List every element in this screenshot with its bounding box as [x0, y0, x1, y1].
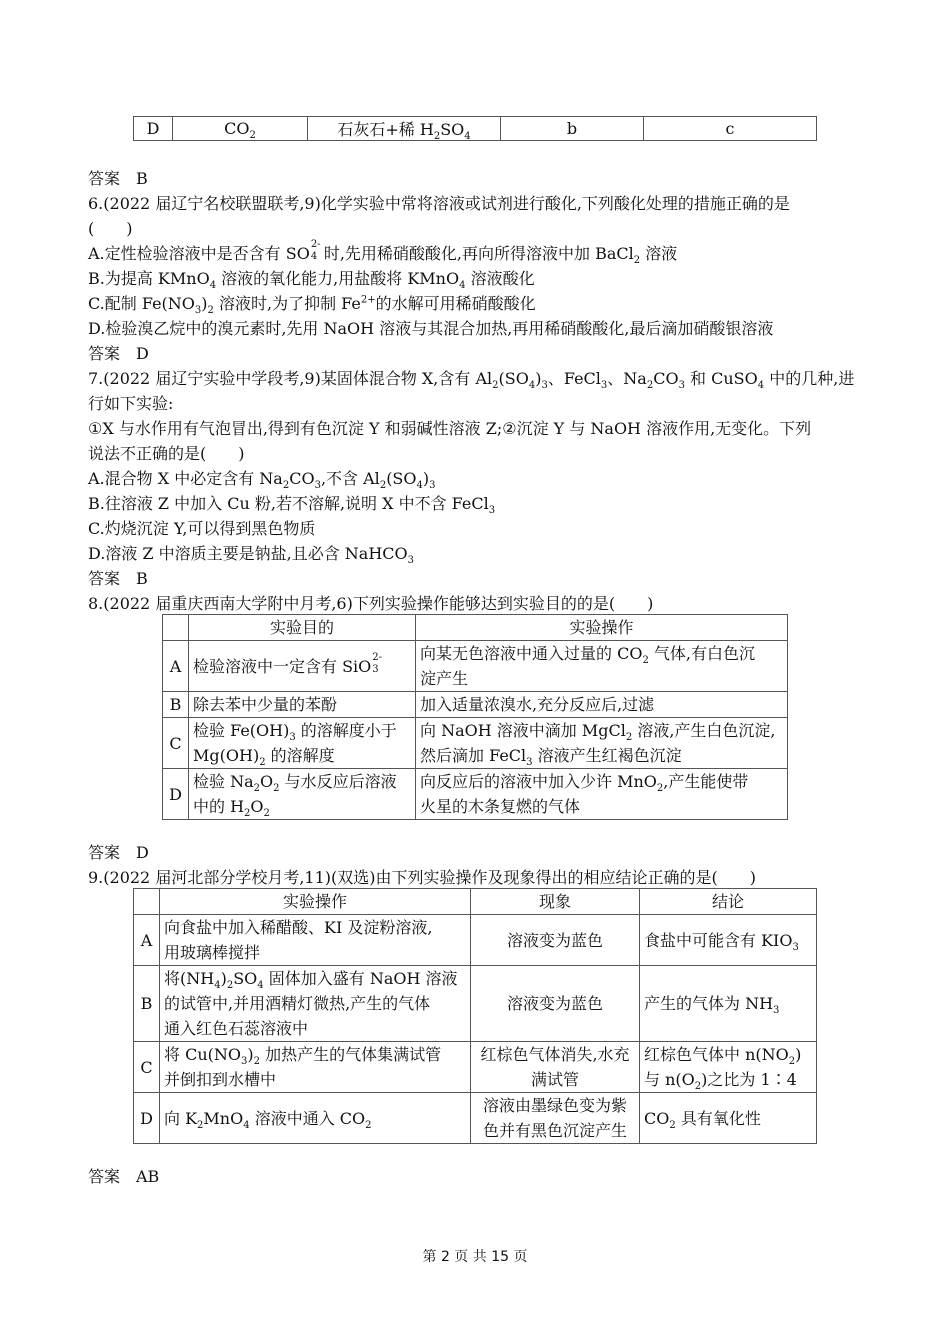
table-cell: $CO_2$ 具有氧化性	[640, 1093, 817, 1144]
table-cell: 将 $Cu(NO_3)_2$ 加热产生的气体集满试管 并倒扣到水槽中	[160, 1042, 471, 1093]
q6-paren: ( )	[88, 219, 133, 238]
table-row	[134, 1042, 817, 1093]
q9-stem: 9.(2022 届河北部分学校月考,11)(双选)由下列实验操作及现象得出的相应结论正确的是( )	[88, 868, 756, 887]
table-header-cell: 实验操作	[160, 889, 471, 915]
table-cell: $CO_2$	[173, 117, 308, 141]
q7-stem-line3: ①X 与水作用有气泡冒出,得到有色沉淀 Y 和弱碱性溶液 Z;②沉淀 Y 与 NaOH 溶液作用,无变化。下列	[88, 419, 812, 438]
q6-option-c: C.配制 $Fe(NO_3)_2$ 溶液时,为了抑制 $Fe^{2+}$的水解可用稀硝酸酸化	[88, 294, 536, 317]
q9-table	[133, 888, 817, 1144]
table-cell: 检验 $Na_2O_2$ 与水反应后溶液 中的 $H_2O_2$	[189, 769, 416, 820]
row-label: C	[163, 718, 189, 769]
table-cell: 溶液由墨绿色变为紫 色并有黑色沉淀产生	[471, 1093, 640, 1144]
table-header-cell	[134, 889, 160, 915]
row-label: A	[134, 915, 160, 966]
table-cell: 溶液变为蓝色	[471, 915, 640, 966]
table-cell: 检验 $Fe(OH)_3$ 的溶解度小于 $Mg(OH)_2$ 的溶解度	[189, 718, 416, 769]
q6-option-b: B.为提高 KMnO$_4$ 溶液的氧化能力,用盐酸将 KMnO$_4$ 溶液酸化	[88, 269, 535, 292]
q7-option-d: D.溶液 Z 中溶质主要是钠盐,且必含 NaHCO$_3$	[88, 544, 415, 567]
table-header-row	[163, 615, 788, 641]
table-header-cell: 实验操作	[416, 615, 788, 641]
table-row	[163, 718, 788, 769]
table-row	[163, 641, 788, 692]
page-footer: 第 2 页 共 15 页	[422, 1249, 528, 1265]
table-cell: 向反应后的溶液中加入少许 MnO$_2$,产生能使带 火星的木条复燃的气体	[416, 769, 788, 820]
row-label: B	[163, 692, 189, 718]
q7-option-c: C.灼烧沉淀 Y,可以得到黑色物质	[88, 519, 316, 538]
table-cell: 红棕色气体中 $n(NO_2)$ 与 $n(O_2)$之比为 1∶4	[640, 1042, 817, 1093]
table-cell: D	[134, 117, 173, 141]
q6-stem: 6.(2022 届辽宁名校联盟联考,9)化学实验中常将溶液或试剂进行酸化,下列酸化处理的措施正确的是	[88, 194, 790, 213]
table-cell: 食盐中可能含有 $KIO_3$	[640, 915, 817, 966]
table-cell: 溶液变为蓝色	[471, 966, 640, 1042]
table-header-cell: 现象	[471, 889, 640, 915]
q7-stem-line2: 行如下实验:	[88, 394, 174, 413]
answer-7: 答案 B	[88, 569, 148, 588]
table-cell: 向食盐中加入稀醋酸、KI 及淀粉溶液, 用玻璃棒搅拌	[160, 915, 471, 966]
row-label: D	[134, 1093, 160, 1144]
answer-5: 答案 B	[88, 169, 148, 188]
table-row	[163, 769, 788, 820]
table-row	[134, 117, 817, 141]
answer-9: 答案 AB	[88, 1167, 160, 1186]
table-cell: 产生的气体为 $NH_3$	[640, 966, 817, 1042]
row-label: D	[163, 769, 189, 820]
table-cell: 加入适量浓溴水,充分反应后,过滤	[416, 692, 788, 718]
answer-8: 答案 D	[88, 843, 149, 862]
table-header-cell: 结论	[640, 889, 817, 915]
q7-option-b: B.往溶液 Z 中加入 Cu 粉,若不溶解,说明 X 中不含 FeCl$_3$	[88, 494, 496, 517]
row-label: C	[134, 1042, 160, 1093]
table-header-cell: 实验目的	[189, 615, 416, 641]
table-cell: 向某无色溶液中通入过量的 $CO_2$ 气体,有白色沉 淀产生	[416, 641, 788, 692]
table-cell: 向 NaOH 溶液中滴加 MgCl$_2$ 溶液,产生白色沉淀, 然后滴加 FeCl$_3$ 溶液产生红褐色沉淀	[416, 718, 788, 769]
table-cell: 检验溶液中一定含有 SiO 2- 3	[189, 641, 416, 692]
table-cell: 石灰石+稀 $H_2SO_4$	[308, 117, 501, 141]
table-cell: 除去苯中少量的苯酚	[189, 692, 416, 718]
q8-stem: 8.(2022 届重庆西南大学附中月考,6)下列实验操作能够达到实验目的的是( )	[88, 594, 654, 613]
table-cell: c	[644, 117, 817, 141]
table-row	[134, 1093, 817, 1144]
table-header-row	[134, 889, 817, 915]
q6-option-a: A.定性检验溶液中是否含有 SO 2- 4 时,先用稀硝酸酸化,再向所得溶液中加 BaCl$_2$ 溶液	[88, 239, 678, 267]
table-cell: b	[501, 117, 644, 141]
table-cell: 将$(NH_4)_2SO_4$ 固体加入盛有 NaOH 溶液 的试管中,并用酒精灯微热,产生的气体 通入红色石蕊溶液中	[160, 966, 471, 1042]
q8-table	[162, 614, 788, 820]
table-row	[163, 692, 788, 718]
table-cell: 红棕色气体消失,水充 满试管	[471, 1042, 640, 1093]
table-cell: 向 $K_2MnO_4$ 溶液中通入 $CO_2$	[160, 1093, 471, 1144]
q7-option-a: A.混合物 X 中必定含有 $Na_2CO_3$,不含 $Al_2(SO_4)_3$	[88, 469, 436, 492]
table-header-cell	[163, 615, 189, 641]
q7-stem-line1: 7.(2022 届辽宁实验中学段考,9)某固体混合物 X,含有 $Al_2(SO_4)_3$、FeCl$_3$、$Na_2CO_3$ 和 CuSO$_4$ 中的几种,进	[88, 369, 855, 392]
table-row	[134, 966, 817, 1042]
q6-option-d: D.检验溴乙烷中的溴元素时,先用 NaOH 溶液与其混合加热,再用稀硝酸酸化,最后滴加硝酸银溶液	[88, 319, 774, 338]
q5-answer-table	[133, 116, 817, 141]
row-label: A	[163, 641, 189, 692]
table-row	[134, 915, 817, 966]
row-label: B	[134, 966, 160, 1042]
q7-stem-line4: 说法不正确的是( )	[88, 444, 245, 463]
answer-6: 答案 D	[88, 344, 149, 363]
